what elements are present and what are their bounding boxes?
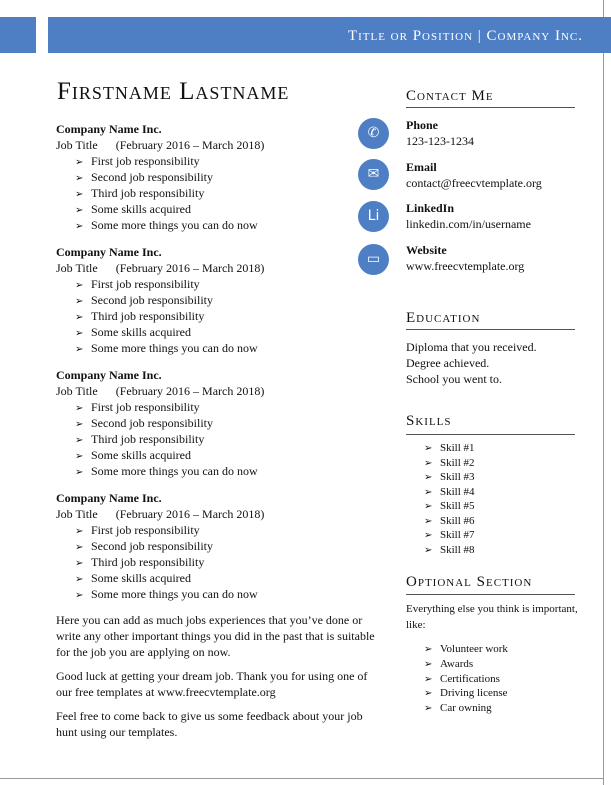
arrow-bullet-icon: ➢ (75, 558, 84, 569)
responsibility-item: ➢ Third job responsibility (75, 308, 376, 324)
optional-item: ➢ Car owning (424, 701, 508, 716)
optional-heading: Optional Section (406, 574, 533, 590)
arrow-bullet-icon: ➢ (75, 221, 84, 232)
education-line: Degree achieved. (406, 356, 490, 370)
job-dates: (February 2016 – March 2018) (115, 261, 265, 275)
responsibility-item: ➢ Some skills acquired (75, 447, 376, 463)
responsibility-item: ➢ Some skills acquired (75, 324, 376, 340)
skill-item: ➢ Skill #1 (424, 441, 475, 456)
responsibility-item: ➢ Second job responsibility (75, 292, 376, 308)
closing-paragraphs (56, 612, 376, 740)
arrow-bullet-icon: ➢ (75, 435, 84, 446)
email-icon: ✉ (358, 159, 389, 190)
phone-icon: ✆ (358, 118, 389, 149)
arrow-bullet-icon: ➢ (424, 658, 433, 670)
arrow-bullet-icon: ➢ (424, 673, 433, 685)
candidate-name: Firstname Lastname (57, 78, 290, 105)
job-title-line (56, 506, 376, 522)
skills-rule (406, 434, 575, 435)
contact-heading: Contact Me (406, 88, 494, 104)
job-entry (56, 491, 376, 614)
arrow-bullet-icon: ➢ (424, 644, 433, 655)
laptop-icon: ▭ (358, 244, 389, 275)
arrow-bullet-icon: ➢ (75, 189, 84, 200)
optional-item: ➢ Driving license (424, 686, 508, 701)
responsibility-item: ➢ Some more things you can do now (75, 340, 376, 356)
optional-item: ➢ Volunteer work (424, 642, 508, 657)
job-title-line (56, 383, 376, 399)
skill-item: ➢ Skill #6 (424, 514, 475, 529)
job-entry (56, 122, 376, 245)
job-dates: (February 2016 – March 2018) (115, 384, 265, 398)
responsibility-item: ➢ First job responsibility (75, 399, 376, 415)
arrow-bullet-icon: ➢ (75, 280, 84, 291)
skills-heading: Skills (406, 413, 452, 429)
skills-list (424, 441, 475, 557)
education-line: School you went to. (406, 372, 502, 386)
arrow-bullet-icon: ➢ (424, 501, 433, 512)
arrow-bullet-icon: ➢ (424, 457, 433, 469)
responsibility-item: ➢ Third job responsibility (75, 554, 376, 570)
job-title-line (56, 260, 376, 276)
arrow-bullet-icon: ➢ (75, 451, 84, 462)
responsibility-item: ➢ First job responsibility (75, 153, 376, 169)
contact-value-phone: 123-123-1234 (406, 134, 474, 148)
job-title: Job Title (56, 384, 98, 398)
arrow-bullet-icon: ➢ (424, 703, 433, 715)
arrow-bullet-icon: ➢ (75, 296, 84, 307)
responsibility-item: ➢ Second job responsibility (75, 169, 376, 185)
responsibility-item: ➢ Third job responsibility (75, 185, 376, 201)
contact-label-phone: Phone (406, 118, 439, 132)
job-entry (56, 368, 376, 491)
header-accent-block (0, 17, 36, 53)
skill-item: ➢ Skill #2 (424, 456, 475, 471)
arrow-bullet-icon: ➢ (424, 530, 433, 541)
contact-label-email: Email (406, 160, 437, 174)
optional-item: ➢ Certifications (424, 672, 508, 687)
responsibility-item: ➢ Third job responsibility (75, 431, 376, 447)
responsibility-item: ➢ Some skills acquired (75, 570, 376, 586)
contact-value-website: www.freecvtemplate.org (406, 259, 525, 273)
education-lines (406, 339, 537, 387)
arrow-bullet-icon: ➢ (75, 205, 84, 216)
responsibility-list (56, 153, 376, 233)
arrow-bullet-icon: ➢ (75, 542, 84, 553)
closing-paragraph: Feel free to come back to give us some feedback about your job hunt using our templates. (56, 709, 363, 739)
contact-value-linkedin: linkedin.com/in/username (406, 217, 531, 231)
responsibility-item: ➢ Some more things you can do now (75, 463, 376, 479)
job-title: Job Title (56, 261, 98, 275)
skill-item: ➢ Skill #8 (424, 543, 475, 558)
job-dates: (February 2016 – March 2018) (115, 507, 265, 521)
arrow-bullet-icon: ➢ (424, 486, 433, 498)
contact-label-website: Website (406, 243, 447, 257)
responsibility-item: ➢ Second job responsibility (75, 415, 376, 431)
education-line: Diploma that you received. (406, 340, 537, 354)
page-border-bottom (0, 778, 604, 779)
arrow-bullet-icon: ➢ (75, 344, 84, 355)
linkedin-icon: Li (358, 201, 389, 232)
job-entry (56, 245, 376, 368)
arrow-bullet-icon: ➢ (75, 157, 84, 168)
arrow-bullet-icon: ➢ (424, 443, 433, 454)
job-title: Job Title (56, 138, 98, 152)
responsibility-item: ➢ First job responsibility (75, 276, 376, 292)
skill-item: ➢ Skill #7 (424, 528, 475, 543)
responsibility-item: ➢ Some more things you can do now (75, 586, 376, 602)
arrow-bullet-icon: ➢ (75, 526, 84, 537)
arrow-bullet-icon: ➢ (75, 590, 84, 601)
contact-value-email: contact@freecvtemplate.org (406, 176, 542, 190)
arrow-bullet-icon: ➢ (424, 472, 433, 483)
closing-paragraph: Here you can add as much jobs experiences that you’ve done or write any other important things you did in the past that is suitable for the job you are applying on now. (56, 613, 375, 659)
company-name: Company Name Inc. (56, 245, 162, 259)
optional-intro: Everything else you think is important, like: (406, 603, 578, 631)
responsibility-item: ➢ First job responsibility (75, 522, 376, 538)
arrow-bullet-icon: ➢ (75, 419, 84, 430)
responsibility-item: ➢ Some more things you can do now (75, 217, 376, 233)
optional-item: ➢ Awards (424, 657, 508, 672)
responsibility-list (56, 276, 376, 356)
responsibility-item: ➢ Second job responsibility (75, 538, 376, 554)
skill-item: ➢ Skill #4 (424, 485, 475, 500)
job-title: Job Title (56, 507, 98, 521)
arrow-bullet-icon: ➢ (75, 403, 84, 414)
contact-rule (406, 107, 575, 108)
experience-section (56, 122, 376, 614)
contact-label-linkedin: LinkedIn (406, 201, 455, 215)
job-title-line (56, 137, 376, 153)
optional-list (424, 642, 508, 716)
arrow-bullet-icon: ➢ (424, 544, 433, 556)
arrow-bullet-icon: ➢ (75, 312, 84, 323)
education-heading: Education (406, 310, 481, 326)
skill-item: ➢ Skill #5 (424, 499, 475, 514)
arrow-bullet-icon: ➢ (424, 688, 433, 700)
closing-paragraph: Good luck at getting your dream job. Thank you for using one of our free templates at www.freecvtemplate.org (56, 669, 368, 699)
responsibility-list (56, 399, 376, 479)
arrow-bullet-icon: ➢ (424, 515, 433, 527)
job-dates: (February 2016 – March 2018) (115, 138, 265, 152)
page-border-right (603, 0, 604, 785)
header-title: Title or Position | Company Inc. (347, 28, 583, 44)
arrow-bullet-icon: ➢ (75, 574, 84, 585)
responsibility-list (56, 522, 376, 602)
responsibility-item: ➢ Some skills acquired (75, 201, 376, 217)
company-name: Company Name Inc. (56, 122, 162, 136)
company-name: Company Name Inc. (56, 491, 162, 505)
skill-item: ➢ Skill #3 (424, 470, 475, 485)
optional-rule (406, 594, 575, 595)
arrow-bullet-icon: ➢ (75, 467, 84, 478)
education-rule (406, 329, 575, 330)
arrow-bullet-icon: ➢ (75, 173, 84, 184)
company-name: Company Name Inc. (56, 368, 162, 382)
arrow-bullet-icon: ➢ (75, 328, 84, 339)
